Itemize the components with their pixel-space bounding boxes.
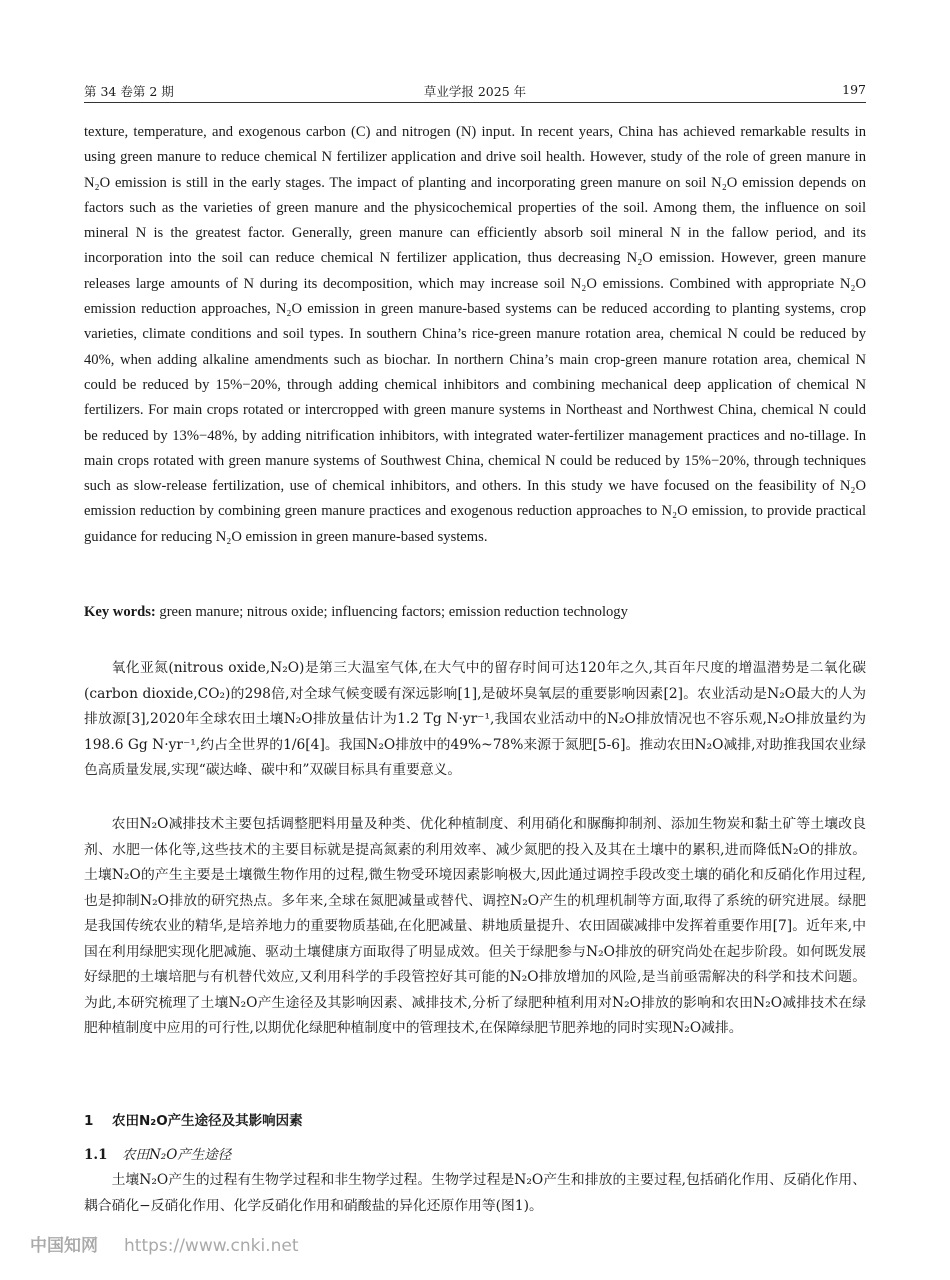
- watermark: [30, 1231, 298, 1256]
- section-number: 1: [84, 1113, 94, 1129]
- keywords-text: green manure; nitrous oxide; influencing factors; emission reduction technology: [155, 604, 628, 620]
- keywords-label: Key words:: [84, 604, 156, 620]
- body-paragraph-3: 土壤N₂O产生的过程有生物学过程和非生物学过程。生物学过程是N₂O产生和排放的主要过程,包括硝化作用、反硝化作用、耦合硝化−反硝化作用、化学反硝化作用和硝酸盐的异化还原作用等(图1)。: [84, 1172, 866, 1214]
- keywords: [84, 600, 866, 625]
- subsection-number: 1.1: [84, 1147, 108, 1163]
- english-abstract: texture, temperature, and exogenous carbon (C) and nitrogen (N) input. In recent years, China has achieved remarkable results in using green manure to reduce chemical N fertilizer application and drive soil health. However, study of the role of green manure in N₂O emission is still in the early stages. The impact of planting and incorporating green manure on soil N₂O emission depends on factors such as the varieties of green manure and the physicochemical properties of the soil. Among them, the influence on soil mineral N is the greatest factor. Generally, green manure can efficiently absorb soil mineral N in the fallow period, and its incorporation into the soil can reduce chemical N fertilizer application, thus decreasing N₂O emission. However, green manure releases large amounts of N during its decomposition, which may increase soil N₂O emissions. Combined with appropriate N₂O emission reduction approaches, N₂O emission in green manure-based systems can be reduced according to planting systems, crop varieties, climate conditions and soil types. In southern China’s rice-green manure rotation area, chemical N could be reduced by 40%, when adding alkaline amendments such as biochar. In northern China’s main crop-green manure rotation area, chemical N could be reduced by 15%−20%, through adding chemical inhibitors and combining mechanical deep application of chemical N fertilizers. For main crops rotated or intercropped with green manure systems in Northeast and Northwest China, chemical N could be reduced by 13%−48%, by adding nitrification inhibitors, with integrated water-fertilizer management practices and no-tillage. In main crops rotated with green manure systems of Southwest China, chemical N could be reduced by 15%−20%, through techniques such as slow-release fertilization, use of chemical inhibitors, and others. In this study we have focused on the feasibility of N₂O emission reduction by combining green manure practices and exogenous reduction approaches to N₂O emission, to provide practical guidance for reducing N₂O emission in green manure-based systems.: [84, 124, 866, 545]
- intro-paragraph-1: 氧化亚氮(nitrous oxide,N₂O)是第三大温室气体,在大气中的留存时间可达120年之久,其百年尺度的增温潜势是二氧化碳(carbon dioxide,CO₂)的298倍,对全球气候变暖有深远影响[1],是破坏臭氧层的重要影响因素[2]。农业活动是N₂O最大的人为排放源[3],2020年全球农田土壤N₂O排放量估计为1.2 Tg N·yr⁻¹,我国农业活动中的N₂O排放情况也不容乐观,N₂O排放量约为198.6 Gg N·yr⁻¹,约占全世界的1/6[4]。我国N₂O排放中的49%~78%来源于氮肥[5-6]。推动农田N₂O减排,对助推我国农业绿色高质量发展,实现“碳达峰、碳中和”双碳目标具有重要意义。: [84, 660, 866, 778]
- volume-issue: 第 34 卷第 2 期: [84, 84, 174, 99]
- subsection-heading-1-1: [84, 1143, 231, 1163]
- subsection-title: 农田N₂O产生途径: [122, 1147, 232, 1163]
- intro-paragraph-2: 农田N₂O减排技术主要包括调整肥料用量及种类、优化种植制度、利用硝化和脲酶抑制剂、添加生物炭和黏土矿等土壤改良剂、水肥一体化等,这些技术的主要目标就是提高氮素的利用效率、减少氮肥的投入及其在土壤中的累积,进而降低N₂O的排放。土壤N₂O的产生主要是土壤微生物作用的过程,微生物受环境因素影响极大,因此通过调控手段改变土壤的硝化和反硝化作用过程,也是抑制N₂O排放的研究热点。多年来,全球在氮肥减量或替代、调控N₂O产生的机理机制等方面,取得了系统的研究进展。绿肥是我国传统农业的精华,是培养地力的重要物质基础,在化肥减量、耕地质量提升、农田固碳减排中发挥着重要作用[7]。近年来,中国在利用绿肥实现化肥减施、驱动土壤健康方面取得了明显成效。但关于绿肥参与N₂O排放的研究尚处在起步阶段。如何既发展好绿肥的土壤培肥与有机替代效应,又利用科学的手段管控好其可能的N₂O排放增加的风险,是当前亟需解决的科学和技术问题。为此,本研究梳理了土壤N₂O产生途径及其影响因素、减排技术,分析了绿肥种植利用对N₂O排放的影响和农田N₂O减排技术在绿肥种植制度中应用的可行性,以期优化绿肥种植制度中的管理技术,在保障绿肥节肥养地的同时实现N₂O减排。: [84, 816, 866, 1036]
- section-title: 农田N₂O产生途径及其影响因素: [112, 1113, 303, 1129]
- journal-name: 草业学报 2025 年: [423, 84, 527, 99]
- page-number: 197: [842, 82, 866, 97]
- watermark-site-name: 中国知网: [30, 1236, 98, 1256]
- running-header: [84, 80, 866, 103]
- section-heading-1: [84, 1109, 303, 1129]
- watermark-url: https://www.cnki.net: [124, 1236, 299, 1256]
